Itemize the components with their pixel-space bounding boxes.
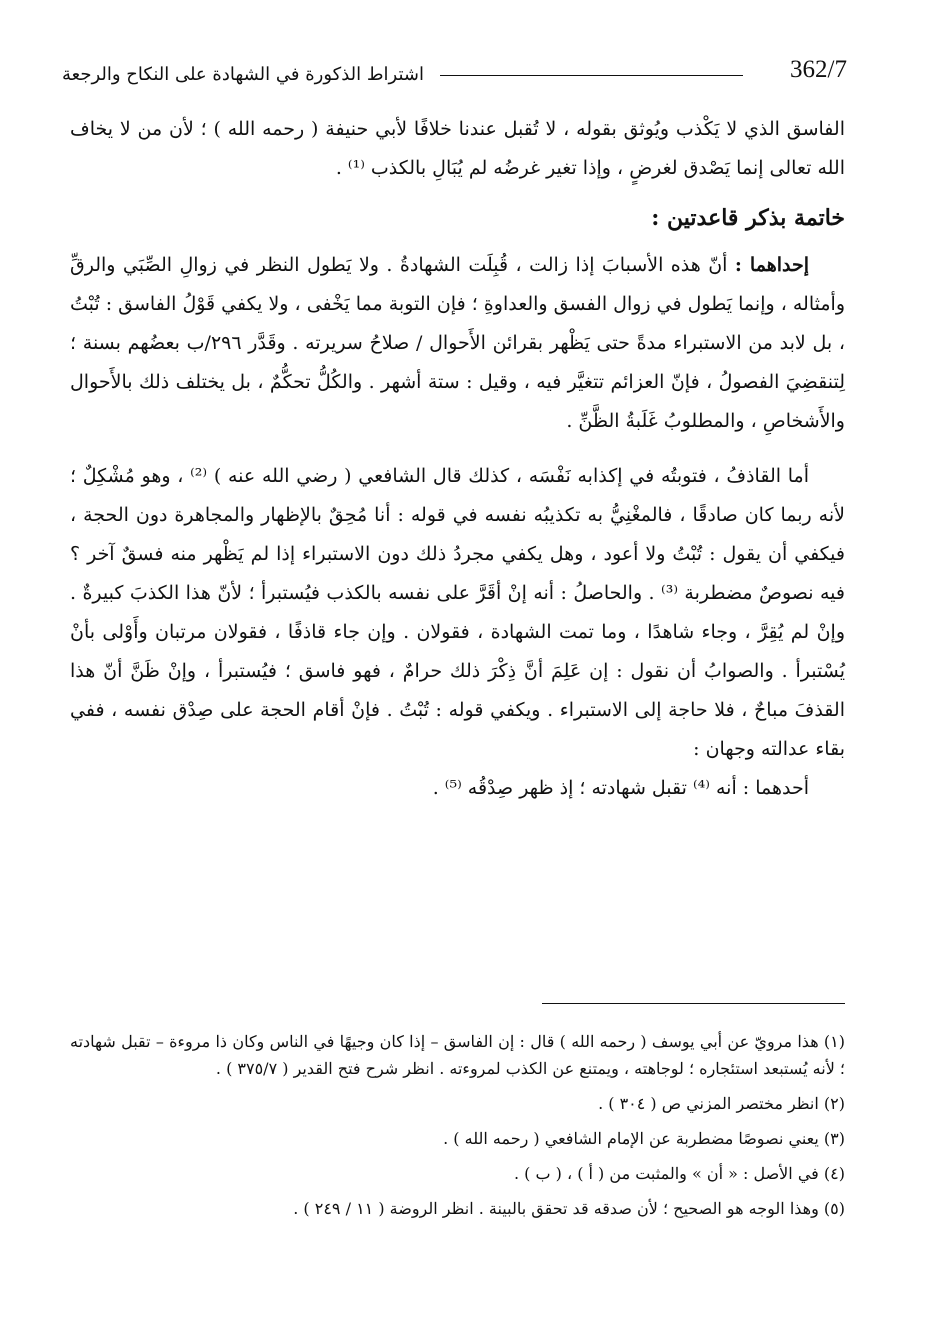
section-heading: خاتمة بذكر قاعدتين : — [651, 205, 845, 231]
first-rule-label: إحداهما : — [734, 254, 809, 276]
footnote-2: (٢) انظر مختصر المزني ص ( ٣٠٤ ) . — [598, 1094, 845, 1113]
paragraph-qadhif: أما القاذفُ ، فتوبتُه في إكذابه نَفْسَه ، كذلك قال الشافعي ( رضي الله عنه ) ⁽²⁾ ، وهو مُشْكِلٌ ؛ لأنه ربما كان صادقًا ، فالمغْنِيُّ به تكذيبُه نفسه في قوله : أنا مُحِقٌ بالإظهار والمجاهرة دون الحجة ، فيكفي أن يقول : تُبْتُ ولا أعود ، وهل يكفي مجردُ ذلك دون الاستبراء إذا لم يَظْهر منه فسقٌ آخر ؟ فيه نصوصٌ مضطربة ⁽³⁾ . والحاصلُ : أنه إنْ أقَرَّ على نفسه بالكذب فيُستبرأ ؛ لأنّ هذا الكذبَ كبيرةٌ . وإنْ لم يُقِرَّ ، وجاء شاهدًا ، وما تمت الشهادة ، فقولان . وإن جاء قاذفًا ، فقولان مرتبان وأَوْلى بأنْ يُسْتبرأ . والصوابُ أن نقول : إن عَلِمَ أنَّ ذِكْرَ ذلك حرامٌ ، فهو فاسق ؛ فيُستبرأ ، وإنْ ظَنَّ أنّ هذا القذفَ مباحٌ ، فلا حاجة إلى الاستبراء . ويكفي قوله : تُبْتُ . فإنْ أقام الحجة على صِدْق نفسه ، ففي بقاء عدالته وجهان : — [70, 465, 845, 760]
header-rule — [440, 75, 743, 76]
footnote-4: (٤) في الأصل : « أن » والمثبت من ( أ ) ، ( ب ) . — [513, 1164, 845, 1183]
paragraph-fasiq: الفاسق الذي لا يَكْذب ويُوثق بقوله ، لا تُقبل عندنا خلافًا لأبي حنيفة ( رحمه الله ) ؛ لأن من لا يخاف الله تعالى إنما يَصْدق لغرضٍ ، وإذا تغير غرضُه لم يُبَالِ بالكذب ⁽¹⁾ . — [70, 118, 845, 179]
page-number: 362/7 — [790, 56, 847, 83]
footnotes — [70, 1028, 845, 1230]
main-text — [70, 110, 845, 808]
footnote-5: (٥) وهذا الوجه هو الصحيح ؛ لأن صدقه قد تحقق بالبينة . انظر الروضة ( ١١ / ٢٤٩ ) . — [293, 1199, 845, 1218]
footnote-1: (١) هذا مرويّ عن أبي يوسف ( رحمه الله ) قال : إن الفاسق – إذا كان وجيهًا في الناس وكان ذا مروءة – تقبل شهادته ؛ لأنه يُستبعد استئجاره ؛ لوجاهته ، ويمتنع عن الكذب لمروءته . انظر شرح فتح القدير ( ٣٧٥/٧ ) . — [70, 1032, 846, 1078]
footnote-3: (٣) يعني نصوصًا مضطربة عن الإمام الشافعي ( رحمه الله ) . — [443, 1129, 845, 1148]
running-header — [62, 56, 847, 96]
footnote-separator — [542, 1003, 845, 1004]
running-title: اشتراط الذكورة في الشهادة على النكاح والرجعة — [62, 64, 424, 85]
first-rule-text: أنّ هذه الأسبابَ إذا زالت ، قُبِلَت الشهادةُ . ولا يَطول النظر في زوالِ الصِّبَي والرقِّ وأمثاله ، وإنما يَطول في زوال الفسق والعداوةِ ؛ فإن التوبة مما يَخْفى ، ولا يكفي قَوْلُ الفاسق : تُبْتُ ، بل لابد من الاستبراء مدةً حتى يَظْهر بقرائن الأَحوال / صلاحُ سريرته . وقَدَّر ٢٩٦/ب بعضُهم بسنة ؛ لِتنقضِيَ الفصولُ ، فإنّ العزائم تتغيَّر فيه ، وقيل : ستة أشهر . والكُلُّ تحكُّمٌ ، بل يختلف ذلك بالأَحوال والأَشخاصِ ، والمطلوبُ غَلَبةُ الظَّنِّ . — [70, 254, 846, 432]
paragraph-first-view: أحدهما : أنه ⁽⁴⁾ تقبل شهادته ؛ إذ ظهر صِدْقُه ⁽⁵⁾ . — [432, 777, 809, 799]
paragraph-first-rule — [70, 246, 845, 441]
